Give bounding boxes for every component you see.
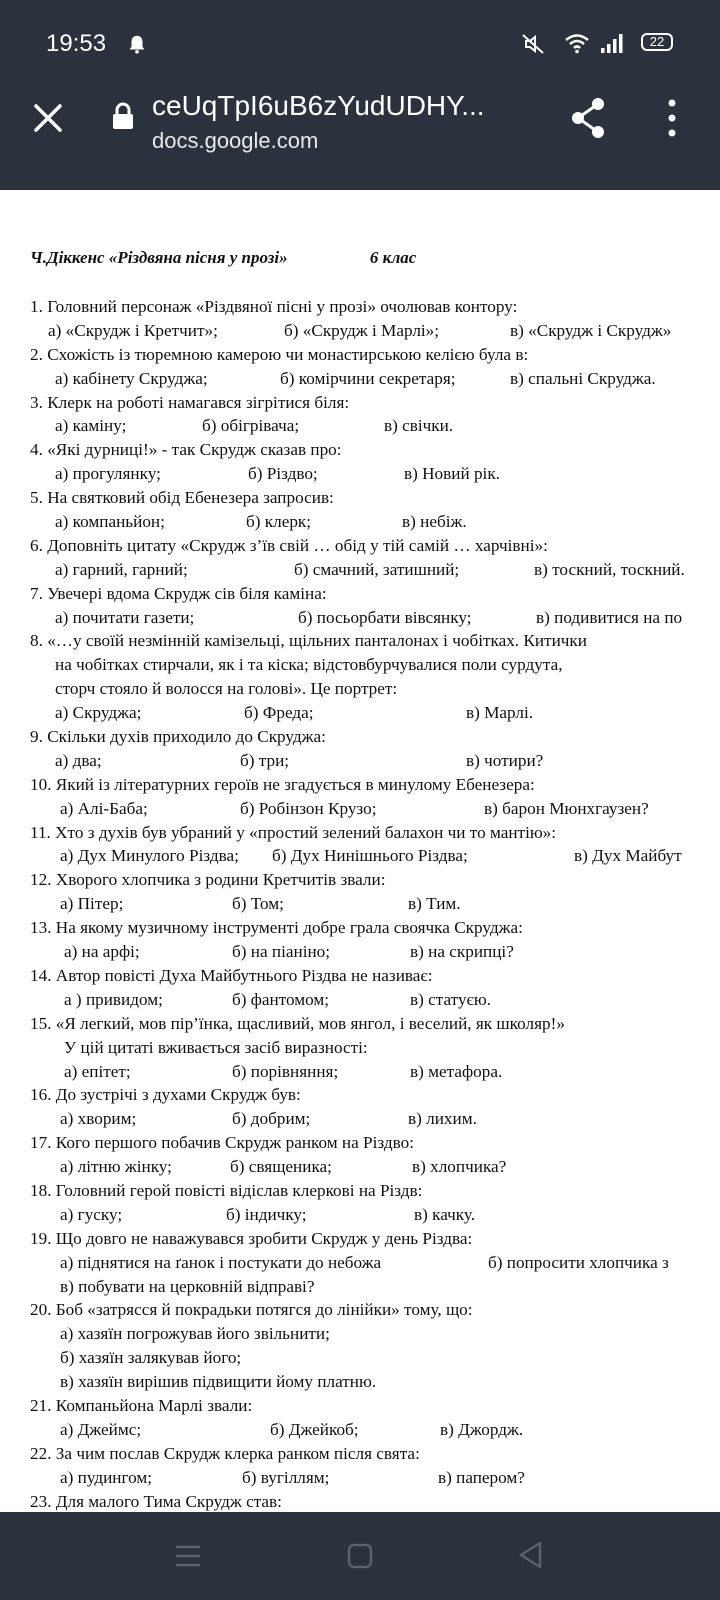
answer-option: в) небіж. bbox=[402, 512, 467, 532]
question-line: 11. Хто з духів був убраний у «простий зелений балахон чи то мантію»: bbox=[30, 822, 557, 842]
question-text bbox=[0, 486, 720, 510]
question-line: 16. До зустрічі з духами Скрудж був: bbox=[30, 1085, 301, 1105]
answer-option: в) хазяїн вирішив підвищити йому платню. bbox=[60, 1372, 377, 1392]
answer-option: в) Тим. bbox=[408, 894, 461, 914]
answer-row bbox=[0, 701, 720, 725]
back-icon[interactable] bbox=[516, 1540, 546, 1570]
battery-icon: 22 bbox=[641, 33, 673, 51]
answer-option: б) посьорбати вівсянку; bbox=[298, 607, 472, 627]
question-line: 17. Кого першого побачив Скрудж ранком на Різдво: bbox=[30, 1133, 414, 1153]
alarm-icon bbox=[126, 33, 148, 55]
answer-option: а) літню жінку; bbox=[60, 1157, 172, 1177]
question-line: 22. За чим послав Скрудж клерка ранком після свята: bbox=[30, 1443, 420, 1463]
answer-option: б) хазяїн залякував його; bbox=[60, 1348, 242, 1368]
answer-option: б) «Скрудж і Марлі»; bbox=[284, 320, 440, 340]
question-text bbox=[0, 1490, 720, 1512]
answer-option: а) каміну; bbox=[55, 416, 127, 436]
question-text bbox=[0, 1394, 720, 1418]
question-line: 6. Доповніть цитату «Скрудж з’їв свій … обід у тій самій … харчівні»: bbox=[30, 535, 548, 555]
answer-row bbox=[0, 1370, 720, 1394]
answer-option: а) прогулянку; bbox=[55, 464, 161, 484]
answer-option: б) смачний, затишний; bbox=[294, 559, 460, 579]
question-line: 19. Що довго не наважувався зробити Скрудж у день Різдва: bbox=[30, 1228, 473, 1248]
answer-option: б) Робінзон Крузо; bbox=[240, 798, 377, 818]
answer-option: в) Джордж. bbox=[440, 1419, 524, 1439]
answer-option: в) барон Мюнхгаузен? bbox=[484, 798, 649, 818]
home-icon[interactable] bbox=[346, 1542, 374, 1570]
share-icon[interactable] bbox=[566, 94, 610, 142]
question-text bbox=[0, 1442, 720, 1466]
document-grade: 6 клас bbox=[369, 248, 417, 267]
answer-option: а) кабінету Скруджа; bbox=[55, 368, 208, 388]
document-page bbox=[0, 190, 720, 1512]
question-text bbox=[0, 438, 720, 462]
question-line: 9. Скільки духів приходило до Скруджа: bbox=[30, 727, 326, 747]
answer-option: а) епітет; bbox=[64, 1061, 131, 1081]
browser-toolbar bbox=[0, 72, 720, 178]
question-line: 23. Для малого Тима Скрудж став: bbox=[30, 1491, 282, 1511]
answer-option: а) хворим; bbox=[60, 1109, 137, 1129]
question-text bbox=[0, 582, 720, 606]
question-text bbox=[0, 964, 720, 988]
answer-row bbox=[0, 653, 720, 677]
document-title-text: Ч.Діккенс «Різдвяна пісня у прозі» bbox=[30, 248, 288, 267]
answer-row bbox=[0, 319, 720, 343]
answer-option: а) піднятися на ґанок і постукати до небожа bbox=[60, 1252, 382, 1272]
answer-option: б) добрим; bbox=[232, 1109, 311, 1129]
answer-row bbox=[0, 510, 720, 534]
question-text bbox=[0, 725, 720, 749]
answer-row bbox=[0, 1322, 720, 1346]
answer-row bbox=[0, 1203, 720, 1227]
question-line: 13. На якому музичному інструменті добре грала своячка Скруджа: bbox=[30, 918, 523, 938]
answer-row bbox=[0, 1060, 720, 1084]
answer-option: а) почитати газети; bbox=[55, 607, 195, 627]
answer-row bbox=[0, 1466, 720, 1490]
answer-option: в) папером? bbox=[438, 1467, 525, 1487]
question-text bbox=[0, 1012, 720, 1036]
answer-option: в) спальні Скруджа. bbox=[510, 368, 656, 388]
answer-option: У цій цитаті вживається засіб виразності: bbox=[64, 1037, 368, 1057]
question-list bbox=[0, 295, 720, 1512]
answer-row bbox=[0, 1251, 720, 1275]
question-line: 2. Схожість із тюремною камерою чи монастирською келією була в: bbox=[30, 344, 529, 364]
answer-option: а) гарний, гарний; bbox=[55, 559, 188, 579]
signal-icon bbox=[600, 32, 624, 54]
question-line: 10. Який із літературних героїв не згадується в минулому Ебенезера: bbox=[30, 774, 535, 794]
answer-row bbox=[0, 1346, 720, 1370]
question-text bbox=[0, 1083, 720, 1107]
answer-row bbox=[0, 988, 720, 1012]
answer-option: а) Скруджа; bbox=[55, 703, 142, 723]
lock-icon bbox=[112, 102, 134, 130]
answer-option: б) три; bbox=[240, 750, 290, 770]
answer-option: в) тоскний, тоскний. bbox=[534, 559, 685, 579]
answer-option: в) статуєю. bbox=[410, 989, 492, 1009]
answer-option: а) Джеймс; bbox=[60, 1419, 142, 1439]
question-line: 20. Боб «затрясся й покрадьки потягся до лінійки» тому, що: bbox=[30, 1300, 473, 1320]
question-line: 15. «Я легкий, мов пір’їнка, щасливий, мов янгол, і веселий, як школяр!» bbox=[30, 1013, 565, 1033]
answer-option: а) гуску; bbox=[60, 1204, 123, 1224]
answer-option: б) фантомом; bbox=[232, 989, 330, 1009]
answer-row bbox=[0, 677, 720, 701]
question-text bbox=[0, 1227, 720, 1251]
answer-option: а) Дух Минулого Різдва; bbox=[60, 846, 239, 866]
answer-option: на чобітках стирчали, як і та кіска; відстовбурчувалися поли сурдута, bbox=[55, 655, 563, 675]
answer-row bbox=[0, 1155, 720, 1179]
answer-option: а) на арфі; bbox=[64, 942, 140, 962]
answer-option: б) індичку; bbox=[226, 1204, 307, 1224]
navigation-bar bbox=[0, 1512, 720, 1600]
answer-row bbox=[0, 1418, 720, 1442]
question-line: 8. «…у своїй незмінній камізельці, щільних панталонах і чобітках. Китички bbox=[30, 631, 587, 651]
question-line: 5. На святковий обід Ебенезера запросив: bbox=[30, 488, 334, 508]
answer-option: а) Алі-Баба; bbox=[60, 798, 148, 818]
answer-option: в) лихим. bbox=[408, 1109, 477, 1129]
question-text bbox=[0, 343, 720, 367]
answer-option: б) Різдво; bbox=[248, 464, 318, 484]
question-text bbox=[0, 534, 720, 558]
answer-option: а) пудингом; bbox=[60, 1467, 153, 1487]
answer-option: б) попросити хлопчика з bbox=[488, 1252, 669, 1272]
question-text bbox=[0, 773, 720, 797]
answer-option: а) хазяїн погрожував його звільнити; bbox=[60, 1324, 330, 1344]
answer-option: в) подивитися на по bbox=[536, 607, 683, 627]
answer-option: в) свічки. bbox=[384, 416, 454, 436]
answer-row bbox=[0, 1275, 720, 1299]
close-icon[interactable] bbox=[26, 96, 70, 140]
status-time: 19:53 bbox=[46, 30, 107, 57]
answer-option: в) Дух Майбут bbox=[574, 846, 682, 866]
question-line: 14. Автор повісті Духа Майбутнього Різдва не називає: bbox=[30, 965, 433, 985]
answer-option: в) Марлі. bbox=[466, 703, 534, 723]
answer-option: в) чотири? bbox=[466, 750, 544, 770]
question-text bbox=[0, 629, 720, 653]
page-url-title[interactable]: ceUqTpI6uB6zYudUDHY... bbox=[152, 90, 485, 121]
answer-option: в) побувати на церковній відправі? bbox=[60, 1276, 315, 1296]
answer-option: в) метафора. bbox=[410, 1061, 503, 1081]
answer-option: б) комірчини секретаря; bbox=[280, 368, 456, 388]
question-line: 7. Увечері вдома Скрудж сів біля каміна: bbox=[30, 583, 327, 603]
question-line: 21. Компаньйона Марлі звали: bbox=[30, 1395, 253, 1415]
question-line: 4. «Які дурниці!» - так Скрудж сказав про: bbox=[30, 440, 342, 460]
answer-option: а) компаньйон; bbox=[55, 512, 165, 532]
answer-row bbox=[0, 749, 720, 773]
answer-option: б) вугіллям; bbox=[242, 1467, 330, 1487]
answer-option: сторч стояло й волосся на голові». Це портрет: bbox=[55, 679, 398, 699]
answer-row bbox=[0, 462, 720, 486]
question-text bbox=[0, 295, 720, 319]
document-title bbox=[30, 248, 416, 268]
answer-row bbox=[0, 1036, 720, 1060]
question-line: 18. Головний герой повісті відіслав клеркові на Різдв: bbox=[30, 1180, 423, 1200]
answer-row bbox=[0, 606, 720, 630]
question-text bbox=[0, 821, 720, 845]
answer-option: б) Фреда; bbox=[244, 703, 314, 723]
status-bar bbox=[0, 0, 720, 72]
question-text bbox=[0, 1179, 720, 1203]
answer-option: б) порівняння; bbox=[232, 1061, 339, 1081]
answer-option: б) Том; bbox=[232, 894, 284, 914]
question-line: 12. Хворого хлопчика з родини Кретчитів звали: bbox=[30, 870, 386, 890]
answer-option: б) на піаніно; bbox=[232, 942, 331, 962]
answer-option: б) Дух Нинішнього Різдва; bbox=[272, 846, 468, 866]
recent-apps-icon[interactable] bbox=[174, 1542, 202, 1570]
answer-option: б) клерк; bbox=[246, 512, 312, 532]
answer-option: в) на скрипці? bbox=[410, 942, 514, 962]
question-text bbox=[0, 868, 720, 892]
answer-option: б) обігрівача; bbox=[202, 416, 300, 436]
answer-row bbox=[0, 367, 720, 391]
answer-option: в) Новий рік. bbox=[404, 464, 500, 484]
wifi-icon bbox=[564, 32, 590, 54]
answer-option: в) хлопчика? bbox=[412, 1157, 507, 1177]
answer-row bbox=[0, 797, 720, 821]
answer-option: а) два; bbox=[55, 750, 102, 770]
question-text bbox=[0, 391, 720, 415]
answer-option: б) священика; bbox=[230, 1157, 332, 1177]
answer-row bbox=[0, 1107, 720, 1131]
answer-row bbox=[0, 892, 720, 916]
answer-option: в) «Скрудж і Скрудж» bbox=[510, 320, 672, 340]
answer-option: а ) привидом; bbox=[64, 989, 163, 1009]
answer-option: а) Пітер; bbox=[60, 894, 124, 914]
question-line: 1. Головний персонаж «Різдвяної пісні у прозі» очолював контору: bbox=[30, 297, 518, 316]
answer-row bbox=[0, 558, 720, 582]
answer-row bbox=[0, 844, 720, 868]
answer-option: а) «Скрудж і Кретчит»; bbox=[48, 320, 218, 340]
mute-icon bbox=[520, 33, 546, 55]
answer-option: в) качку. bbox=[414, 1204, 476, 1224]
more-vert-icon[interactable] bbox=[658, 94, 686, 142]
answer-option: б) Джейкоб; bbox=[270, 1419, 359, 1439]
answer-row bbox=[0, 414, 720, 438]
question-text bbox=[0, 1131, 720, 1155]
question-text bbox=[0, 916, 720, 940]
question-text bbox=[0, 1298, 720, 1322]
answer-row bbox=[0, 940, 720, 964]
page-domain: docs.google.com bbox=[152, 128, 319, 153]
question-line: 3. Клерк на роботі намагався зігрітися біля: bbox=[30, 392, 350, 412]
